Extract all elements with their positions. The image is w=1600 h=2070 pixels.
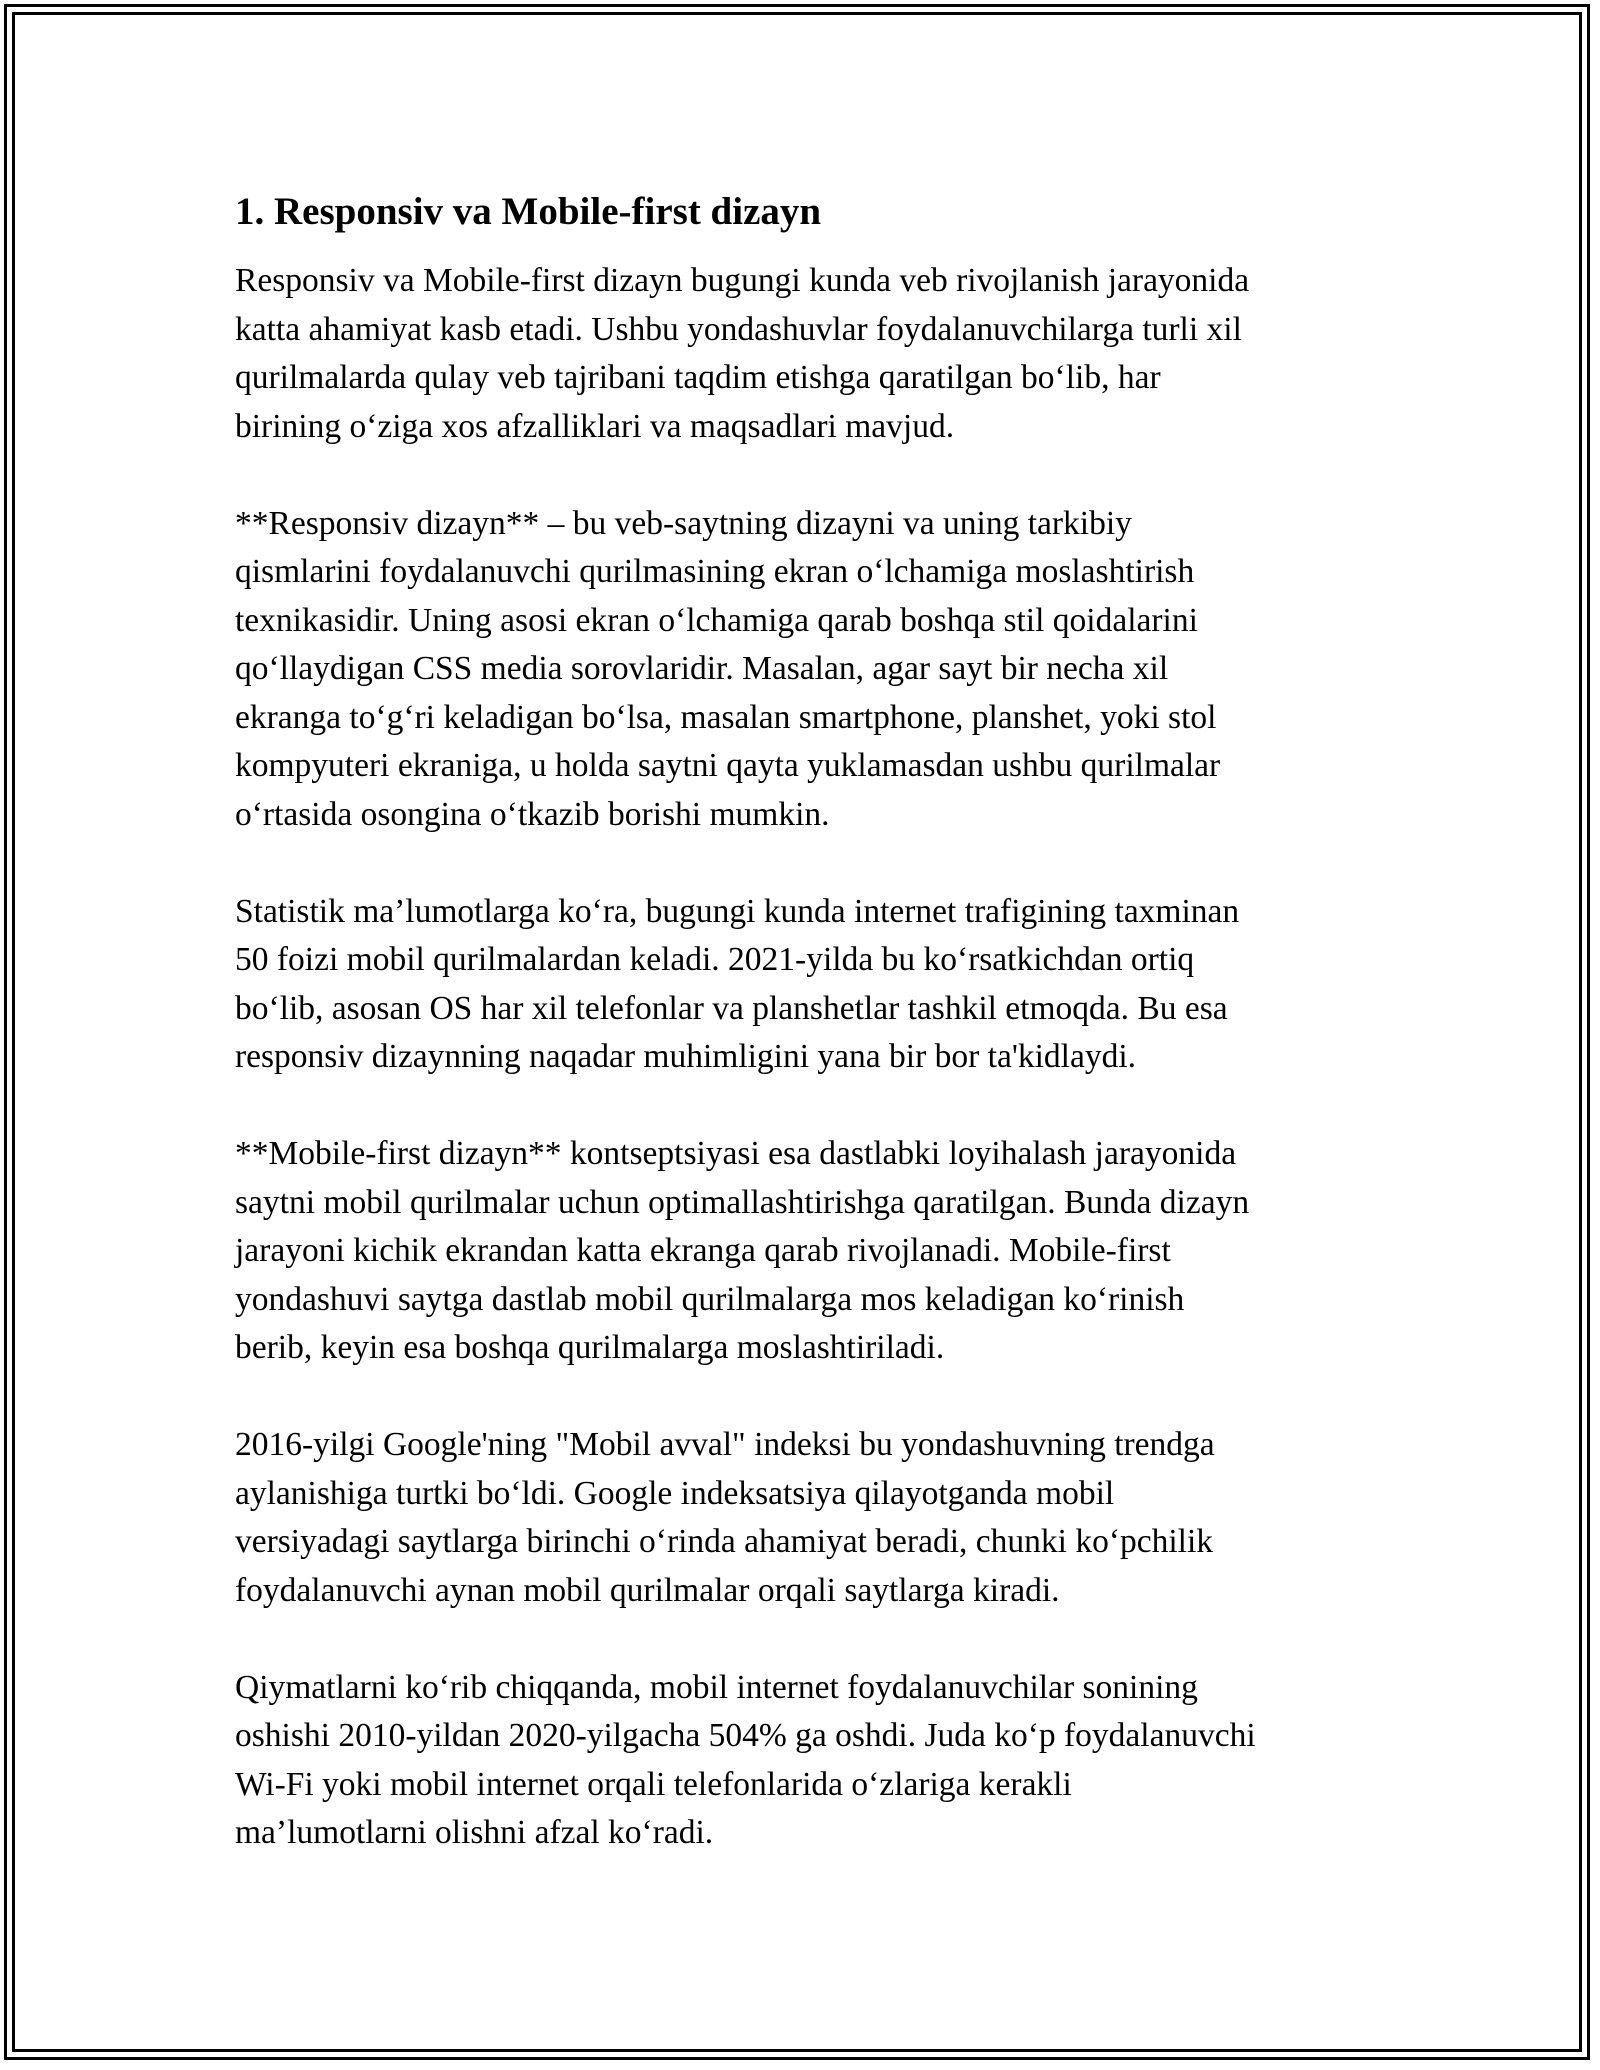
- paragraph-growth: Qiymatlarni ko‘rib chiqqanda, mobil internet foydalanuvchilar sonining oshishi 2010-yildan 2020-yilgacha 504% ga oshdi. Juda ko‘p foydalanuvchi Wi-Fi yoki mobil internet orqali telefonlarida o‘zlariga kerakli ma’lumotlarni olishni afzal ko‘radi.: [235, 1668, 1256, 1851]
- page-title: 1. Responsiv va Mobile-first dizayn: [235, 190, 822, 233]
- paragraph-responsive-design: **Responsiv dizayn** – bu veb-saytning dizayni va uning tarkibiy qismlarini foydalanuvchi qurilmasining ekran o‘lchamiga moslashtirish texnikasidir. Uning asosi ekran o‘lchamiga qarab boshqa stil qoidalarini qo‘llaydigan CSS media sorovlaridir. Masalan, agar sayt bir necha xil ekranga to‘g‘ri keladigan bo‘lsa, masalan smartphone, planshet, yoki stol kompyuteri ekraniga, u holda saytni qayta yuklamasdan ushbu qurilmalar o‘rtasida osongina o‘tkazib borishi mumkin.: [235, 504, 1221, 833]
- paragraph-statistics: Statistik ma’lumotlarga ko‘ra, bugungi kunda internet trafigining taxminan 50 foizi mobil qurilmalardan keladi. 2021-yilda bu ko‘rsatkichdan ortiq bo‘lib, asosan OS har xil telefonlar va planshetlar tashkil etmoqda. Bu esa responsiv dizaynning naqadar muhimligini yana bir bor ta'kidlaydi.: [235, 892, 1240, 1075]
- document-body: [235, 187, 1365, 1906]
- paragraph-intro: Responsiv va Mobile-first dizayn bugungi kunda veb rivojlanish jarayonida katta ahamiyat kasb etadi. Ushbu yondashuvlar foydalanuvchilarga turli xil qurilmalarda qulay veb tajribani taqdim etishga qaratilgan bo‘lib, har birining o‘ziga xos afzalliklari va maqsadlari mavjud.: [235, 262, 1250, 445]
- paragraph-mobile-first: **Mobile-first dizayn** kontseptsiyasi esa dastlabki loyihalash jarayonida saytni mobil qurilmalar uchun optimallashtirishga qaratilgan. Bunda dizayn jarayoni kichik ekrandan katta ekranga qarab rivojlanadi. Mobile-first yondashuvi saytga dastlab mobil qurilmalarga mos keladigan ko‘rinish berib, keyin esa boshqa qurilmalarga moslashtiriladi.: [235, 1135, 1250, 1366]
- paragraph-google-index: 2016-yilgi Google'ning "Mobil avval" indeksi bu yondashuvning trendga aylanishiga turtki bo‘ldi. Google indeksatsiya qilayotganda mobil versiyadagi saytlarga birinchi o‘rinda ahamiyat beradi, chunki ko‘pchilik foydalanuvchi aynan mobil qurilmalar orqali saytlarga kiradi.: [235, 1426, 1215, 1609]
